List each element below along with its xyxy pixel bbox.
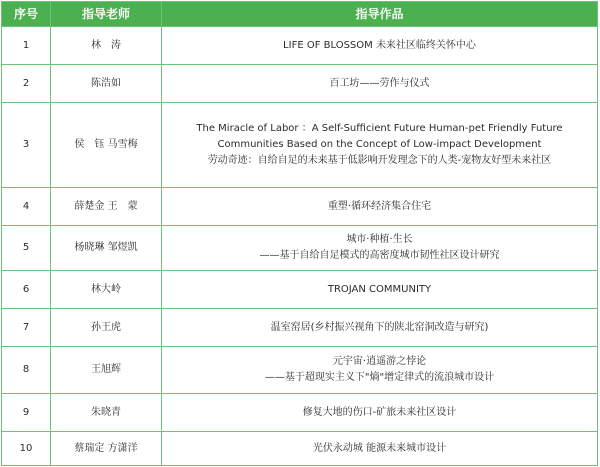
- cell-no: 4: [2, 188, 51, 226]
- table-row: [2, 103, 598, 188]
- table-row: [2, 188, 598, 226]
- cell-works: [162, 188, 598, 226]
- cell-works: [162, 271, 598, 309]
- cell-teacher: 林 涛: [51, 27, 162, 65]
- cell-teacher: 孙王虎: [51, 309, 162, 347]
- cell-works: [162, 432, 598, 466]
- cell-no: 7: [2, 309, 51, 347]
- work-title-line: 重塑·循环经济集合住宅: [327, 200, 432, 212]
- table-row: [2, 27, 598, 65]
- cell-no: 5: [2, 226, 51, 271]
- cell-works: [162, 394, 598, 432]
- cell-teacher: 侯 钰 马雪梅: [51, 103, 162, 188]
- work-title-line: 劳动奇迹：自给自足的未来基于低影响开发理念下的人类-宠物友好型未来社区: [207, 155, 552, 166]
- work-title-line: 百工坊——劳作与仪式: [329, 77, 430, 89]
- cell-teacher: 蔡瑞定 方潇洋: [51, 432, 162, 466]
- cell-works: [162, 103, 598, 188]
- cell-works: [162, 309, 598, 347]
- cell-teacher: 薛楚金 王 蒙: [51, 188, 162, 226]
- header-no: 序号: [2, 2, 51, 27]
- work-title-line: ——基于超现实主义下"熵"增定律式的流浪城市设计: [264, 372, 495, 383]
- cell-teacher: 朱晓青: [51, 394, 162, 432]
- cell-no: 9: [2, 394, 51, 432]
- table-row: [2, 271, 598, 309]
- work-title-line: LIFE OF BLOSSOM 未来社区临终关怀中心: [283, 39, 476, 51]
- work-title-line: TROJAN COMMUNITY: [327, 283, 432, 295]
- table-row: [2, 347, 598, 394]
- cell-works: [162, 27, 598, 65]
- table-row: [2, 394, 598, 432]
- work-title-line: Communities Based on the Concept of Low-impact Development: [217, 139, 542, 150]
- cell-no: 8: [2, 347, 51, 394]
- cell-works: [162, 347, 598, 394]
- header-works: 指导作品: [162, 2, 598, 27]
- cell-no: 3: [2, 103, 51, 188]
- table-header-row: [2, 2, 598, 27]
- cell-works: [162, 226, 598, 271]
- work-title-line: 元宇宙·逍遥游之悖论: [332, 356, 427, 367]
- cell-no: 10: [2, 432, 51, 466]
- cell-teacher: 王旭辉: [51, 347, 162, 394]
- table-row: [2, 432, 598, 466]
- instructor-works-table: [1, 1, 598, 466]
- cell-teacher: 陈浩如: [51, 65, 162, 103]
- table-row: [2, 309, 598, 347]
- cell-teacher: 林大岭: [51, 271, 162, 309]
- work-title-line: 温室窑居(乡村振兴视角下的陕北窑洞改造与研究): [270, 321, 489, 333]
- cell-no: 6: [2, 271, 51, 309]
- work-title-line: 光伏永动城 能源未来城市设计: [312, 442, 447, 454]
- work-title-line: 城市·种植·生长: [346, 234, 413, 245]
- cell-no: 1: [2, 27, 51, 65]
- table-row: [2, 226, 598, 271]
- work-title-line: 修复大地的伤口-矿旅未来社区设计: [302, 406, 457, 418]
- work-title-line: The Miracle of Labor ：A Self-Sufficient Future Human-pet Friendly Future: [196, 123, 563, 134]
- header-teacher: 指导老师: [51, 2, 162, 27]
- cell-works: [162, 65, 598, 103]
- cell-teacher: 杨晓琳 邹煜凯: [51, 226, 162, 271]
- work-title-line: ——基于自给自足模式的高密度城市韧性社区设计研究: [259, 250, 500, 261]
- cell-no: 2: [2, 65, 51, 103]
- table-row: [2, 65, 598, 103]
